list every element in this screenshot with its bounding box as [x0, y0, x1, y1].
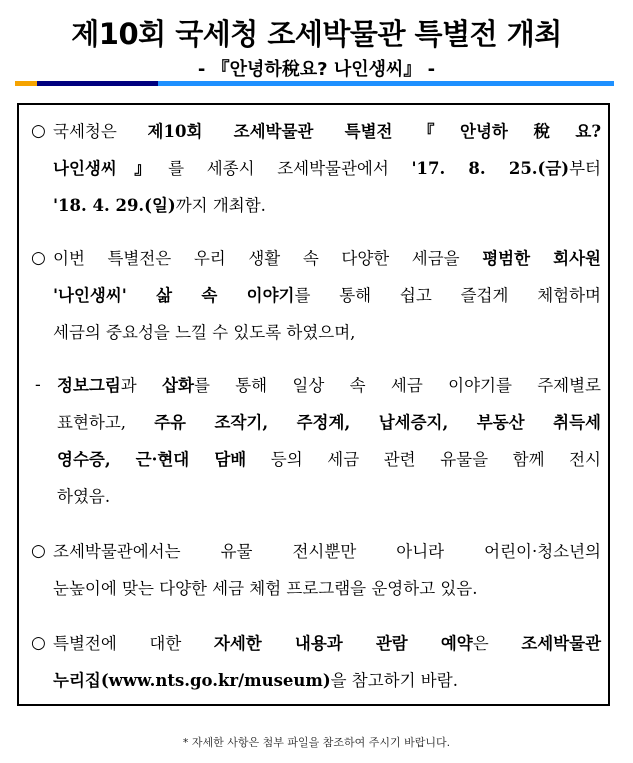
bold-text: '17. 8. 25.(금): [411, 159, 570, 178]
bold-text: '나인생씨' 삶 속 이야기: [53, 286, 295, 305]
text-segment: 하였음.: [57, 487, 111, 506]
text-line: [57, 441, 601, 478]
bold-text: 평범한 회사원: [482, 249, 601, 268]
bold-text: '18. 4. 29.(일): [53, 196, 176, 215]
text-segment: 국세청은: [53, 122, 148, 141]
text-segment: 부터: [569, 159, 601, 178]
text-segment: 를 통해 일상 속 세금 이야기를 주제별로: [193, 376, 601, 395]
divider-blue: [158, 81, 614, 86]
text-segment: 세금의 중요성을 느낄 수 있도록 하였으며,: [53, 323, 356, 342]
text-line: [53, 662, 601, 699]
divider-navy: [37, 81, 158, 86]
bold-text: 정보그림: [57, 376, 121, 395]
text-line: [53, 240, 601, 277]
text-segment: 을 참고하기 바람.: [330, 671, 458, 690]
text-line: [57, 367, 601, 404]
circle-bullet-icon: ○: [31, 541, 46, 561]
text-line: [57, 478, 601, 515]
text-segment: 표현하고,: [57, 413, 155, 432]
bold-text: 누리집(www.nts.go.kr/museum): [53, 671, 331, 690]
text-segment: 눈높이에 맞는 다양한 세금 체험 프로그램을 운영하고 있음.: [53, 579, 478, 598]
text-segment: 를 통해 쉽고 즐겁게 체험하며: [294, 286, 601, 305]
circle-bullet-icon: ○: [31, 633, 46, 653]
bold-text: 영수증, 근·현대 담배: [57, 450, 247, 469]
text-segment: 은: [472, 634, 522, 653]
paragraph-1: [31, 113, 601, 224]
text-line: [53, 187, 601, 224]
circle-bullet-icon: ○: [31, 248, 46, 268]
text-segment: 조세박물관에서는 유물 전시뿐만 아니라 어린이·청소년의: [53, 542, 601, 561]
paragraph-4: [31, 533, 601, 607]
text-segment: 등의 세금 관련 유물을 함께 전시: [246, 450, 601, 469]
page-title: 제10회 국세청 조세박물관 특별전 개최: [71, 17, 562, 51]
paragraph-3: [31, 367, 601, 515]
text-segment: 과: [120, 376, 163, 395]
text-line: [53, 113, 601, 150]
text-line: [53, 314, 601, 351]
footnote: * 자세한 사항은 첨부 파일을 참조하여 주시기 바랍니다.: [182, 736, 451, 749]
dash-bullet-icon: -: [35, 375, 41, 395]
paragraph-2: [31, 240, 601, 351]
text-segment: 특별전에 대한: [53, 634, 214, 653]
bold-text: 나인생씨』: [53, 159, 169, 178]
text-line: [53, 570, 601, 607]
text-line: [53, 277, 601, 314]
divider-orange: [15, 81, 37, 86]
bold-text: 조세박물관: [521, 634, 602, 653]
page-subtitle: - 『안녕하稅요? 나인생씨』 -: [197, 59, 436, 80]
content-box: [17, 103, 610, 706]
bold-text: 주유 조작기, 주정계, 납세증지, 부동산 취득세: [154, 413, 601, 432]
bold-text: 삽화: [162, 376, 194, 395]
text-line: [53, 150, 601, 187]
text-segment: 까지 개최함.: [175, 196, 266, 215]
text-segment: 를 세종시 조세박물관에서: [168, 159, 412, 178]
text-segment: 이번 특별전은 우리 생활 속 다양한 세금을: [53, 249, 483, 268]
text-line: [57, 404, 601, 441]
text-line: [53, 533, 601, 570]
text-line: [53, 625, 601, 662]
circle-bullet-icon: ○: [31, 121, 46, 141]
paragraph-5: [31, 625, 601, 699]
bold-text: 자세한 내용과 관람 예약: [213, 634, 473, 653]
bold-text: 제10회 조세박물관 특별전『안녕하稅요?: [147, 122, 601, 141]
